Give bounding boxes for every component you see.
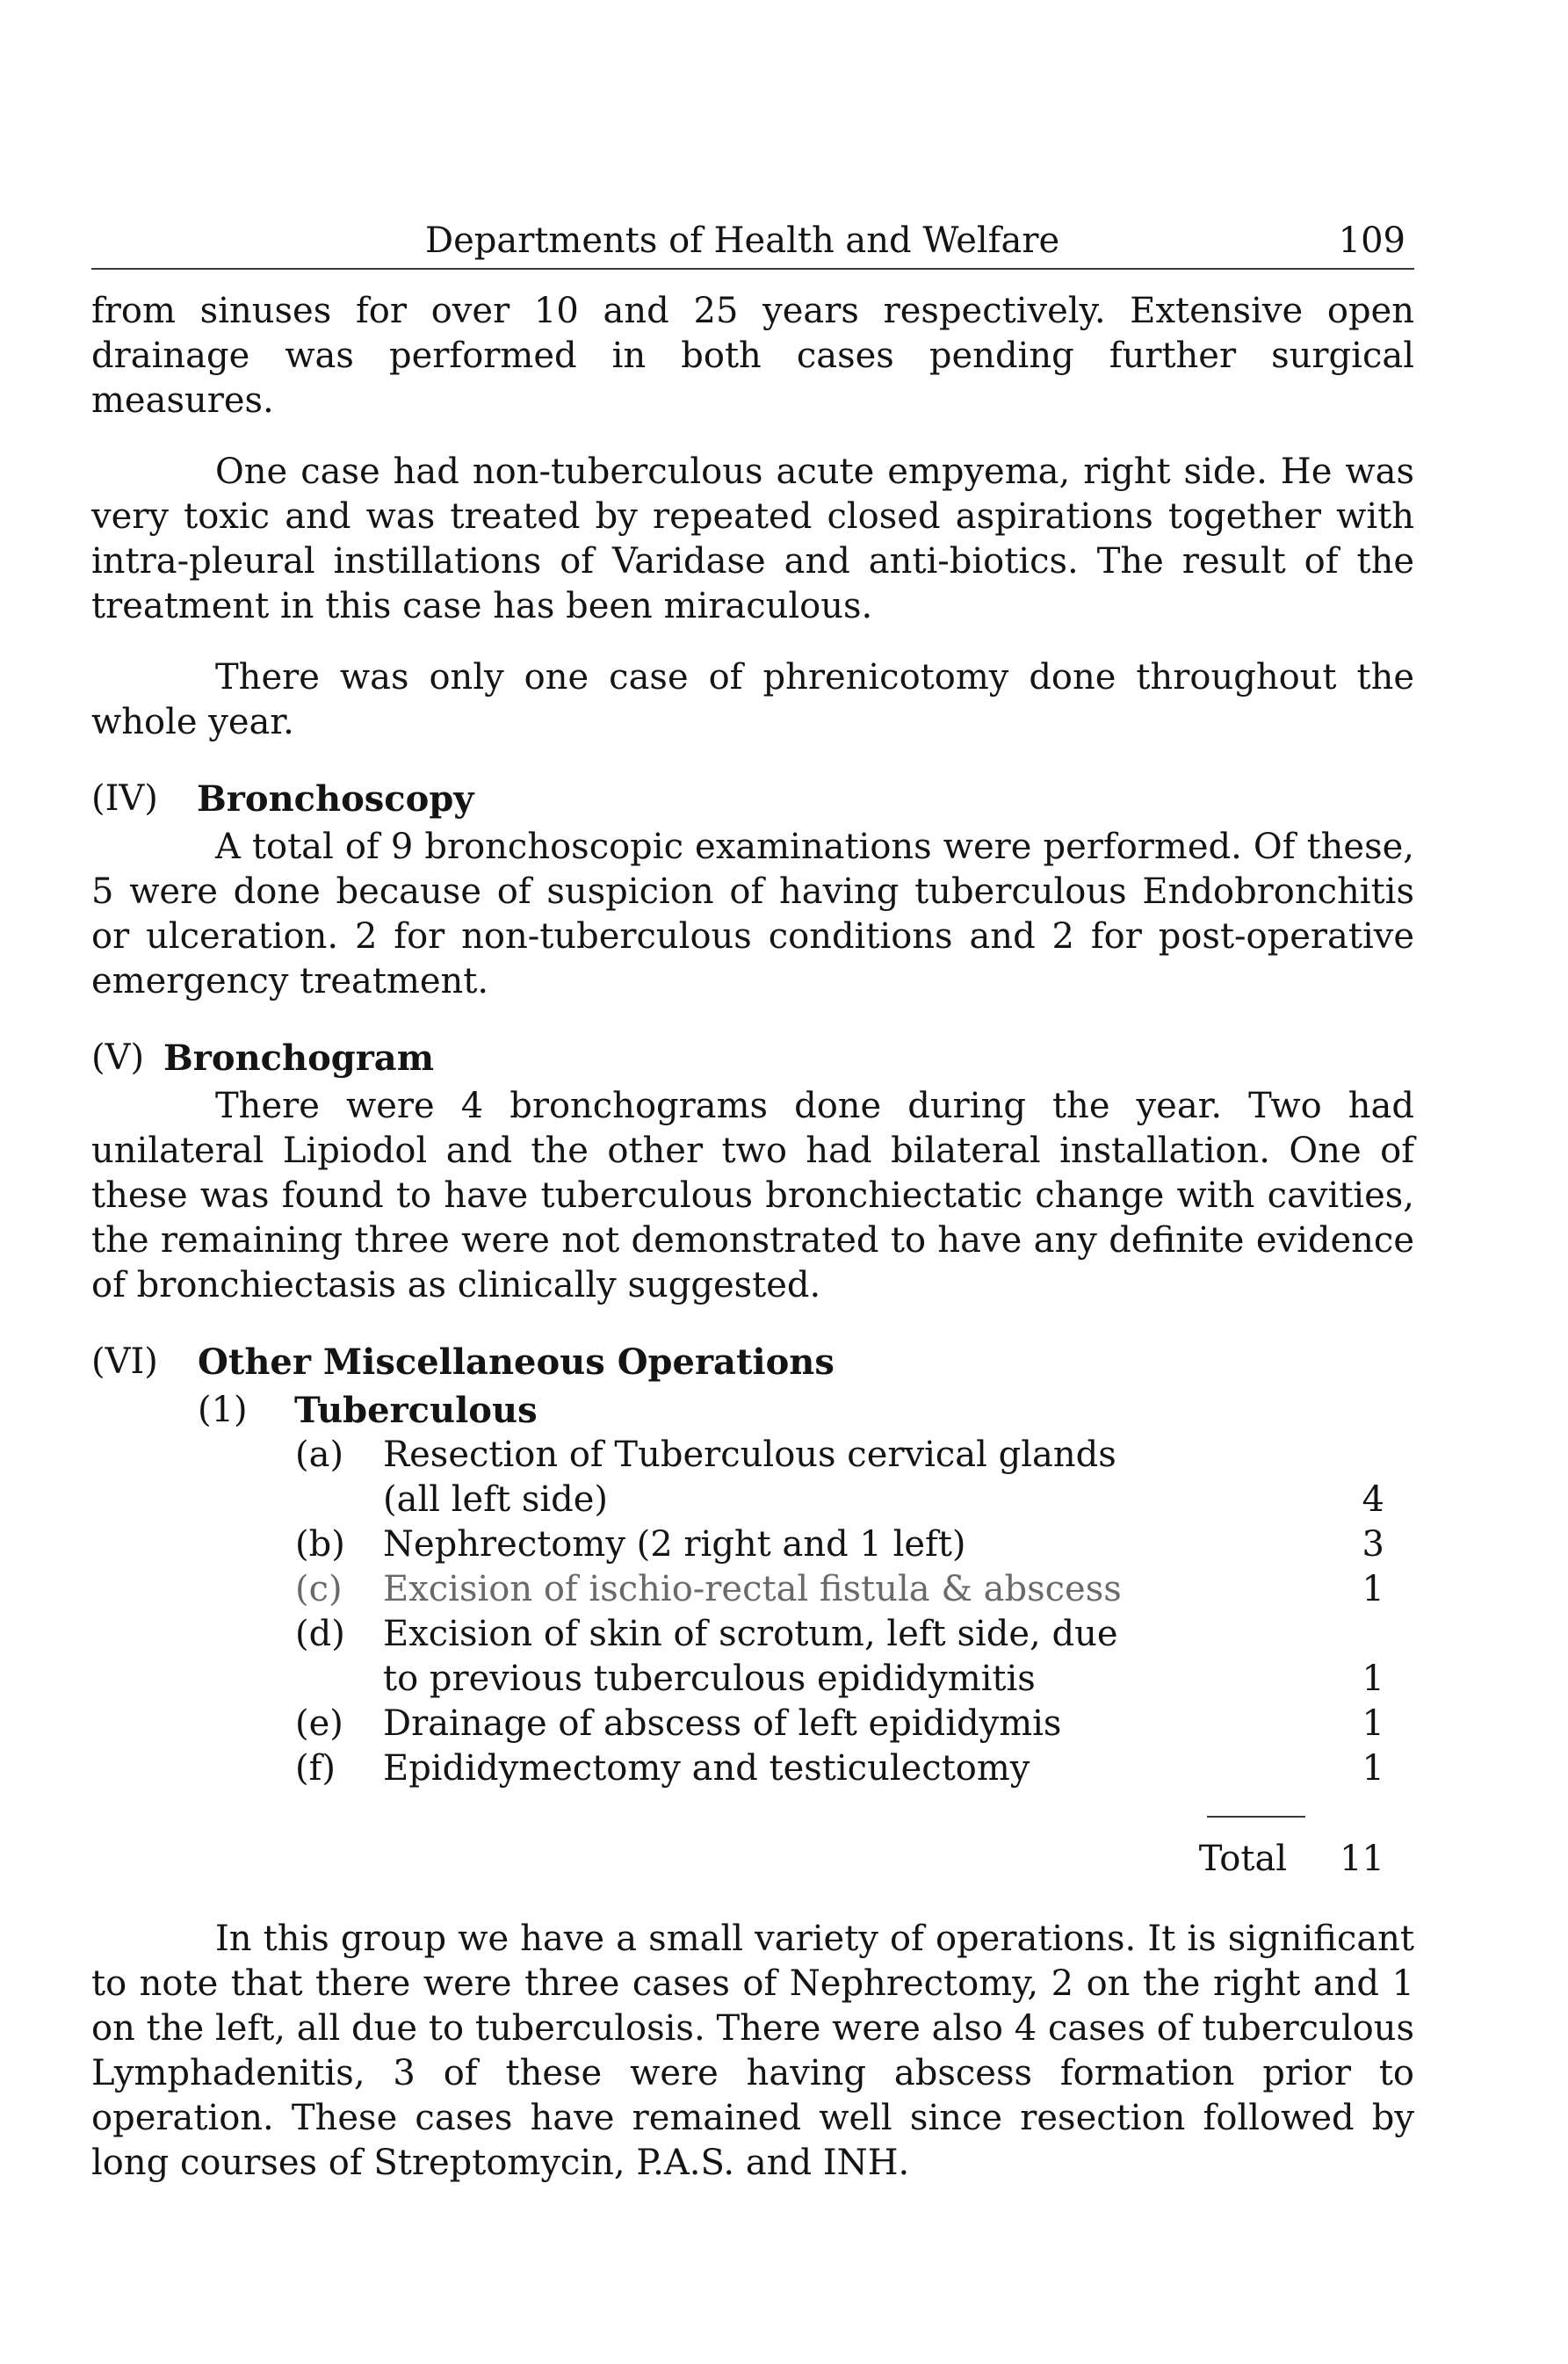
operation-item [295, 1612, 1384, 1657]
operation-item [295, 1567, 1384, 1612]
total-value: 11 [1340, 1839, 1384, 1879]
operation-description: Nephrectomy (2 right and 1 left) [383, 1524, 966, 1565]
paragraph-empyema: One case had non-tuberculous acute empyema, right side. He was very toxic and was treated by repeated closed aspirations together with intra-pleural instillations of Varidase and anti-biotics. The result of the treatment in this case has been miraculous. [91, 452, 1414, 626]
section-bronchoscopy [91, 777, 1414, 1004]
section-title: Bronchogram [163, 1037, 435, 1079]
operation-letter: (a) [295, 1435, 344, 1475]
paragraph-phrenicotomy: There was only one case of phrenicotomy done throughout the whole year. [91, 657, 1414, 742]
operation-count: 1 [1362, 1569, 1384, 1609]
operation-letter: (f) [295, 1748, 336, 1789]
operation-description-continued: to previous tuberculous epididymitis [383, 1659, 1036, 1699]
section-number: (V) [91, 1037, 145, 1078]
running-title: Departments of Health and Welfare [425, 220, 1060, 261]
section-number: (VI) [91, 1341, 158, 1382]
operation-item [295, 1746, 1384, 1791]
operation-description-continued: (all left side) [383, 1479, 609, 1520]
running-head [91, 215, 1414, 270]
section-text: A total of 9 bronchoscopic examinations were performed. Of these, 5 were done because of suspicion of having tuberculous Endobronchitis or ulceration. 2 for non-tuberculous conditions and 2 for post-operative emergency treatment. [91, 827, 1414, 1001]
total-rule [1207, 1816, 1305, 1818]
operation-item [295, 1702, 1384, 1746]
operation-count: 3 [1362, 1524, 1384, 1565]
operation-description: Excision of skin of scrotum, left side, due [383, 1614, 1118, 1654]
operation-letter: (d) [295, 1614, 345, 1654]
section-bronchogram [91, 1036, 1414, 1308]
operation-description: Drainage of abscess of left epididymis [383, 1703, 1062, 1744]
section-title: Other Miscellaneous Operations [198, 1341, 835, 1383]
operation-item [295, 1522, 1384, 1567]
section-title: Bronchoscopy [197, 778, 474, 820]
section-number: (IV) [91, 778, 158, 819]
total-row [91, 1837, 1384, 1882]
page [91, 215, 1414, 2186]
paragraph-continuation: from sinuses for over 10 and 25 years respectively. Extensive open drainage was performed in both cases pending further surgical measures. [91, 291, 1414, 421]
subsection-number: (1) [198, 1390, 248, 1430]
operations-list [295, 1433, 1384, 1791]
operation-description: Epididymectomy and testiculectomy [383, 1748, 1030, 1789]
subsection-title: Tuberculous [294, 1390, 538, 1431]
total-label: Total [1198, 1839, 1288, 1879]
operation-letter: (b) [295, 1524, 345, 1565]
section-text: There were 4 bronchograms done during the year. Two had unilateral Lipiodol and the other two had bilateral installation. One of these was found to have tuberculous bronchiectatic change with cavities, the remaining three were not demonstrated to have any definite evidence of bronchiectasis as clinically suggested. [91, 1086, 1414, 1305]
operation-item [295, 1433, 1384, 1478]
operation-count: 4 [1362, 1479, 1384, 1520]
operation-count: 1 [1362, 1703, 1384, 1744]
operation-description: Excision of ischio-rectal fistula & abscess [383, 1569, 1122, 1609]
operation-item-continued [295, 1478, 1384, 1522]
operation-count: 1 [1362, 1748, 1384, 1789]
subsection-heading [91, 1388, 1414, 1433]
section-misc-operations [91, 1340, 1414, 1882]
operation-description: Resection of Tuberculous cervical glands [383, 1435, 1116, 1475]
operation-item-continued [295, 1657, 1384, 1702]
operation-count: 1 [1362, 1659, 1384, 1699]
operation-letter: (c) [295, 1569, 343, 1609]
page-number: 109 [1338, 220, 1405, 261]
paragraph-closing: In this group we have a small variety of operations. It is significant to note that there were three cases of Nephrectomy, 2 on the right and 1 on the left, all due to tuberculosis. There were also 4 cases of tuberculous Lymphadenitis, 3 of these were having abscess formation prior to operation. These cases have remained well since resection followed by long courses of Streptomycin, P.A.S. and INH. [91, 1919, 1414, 2183]
operation-letter: (e) [295, 1703, 343, 1744]
